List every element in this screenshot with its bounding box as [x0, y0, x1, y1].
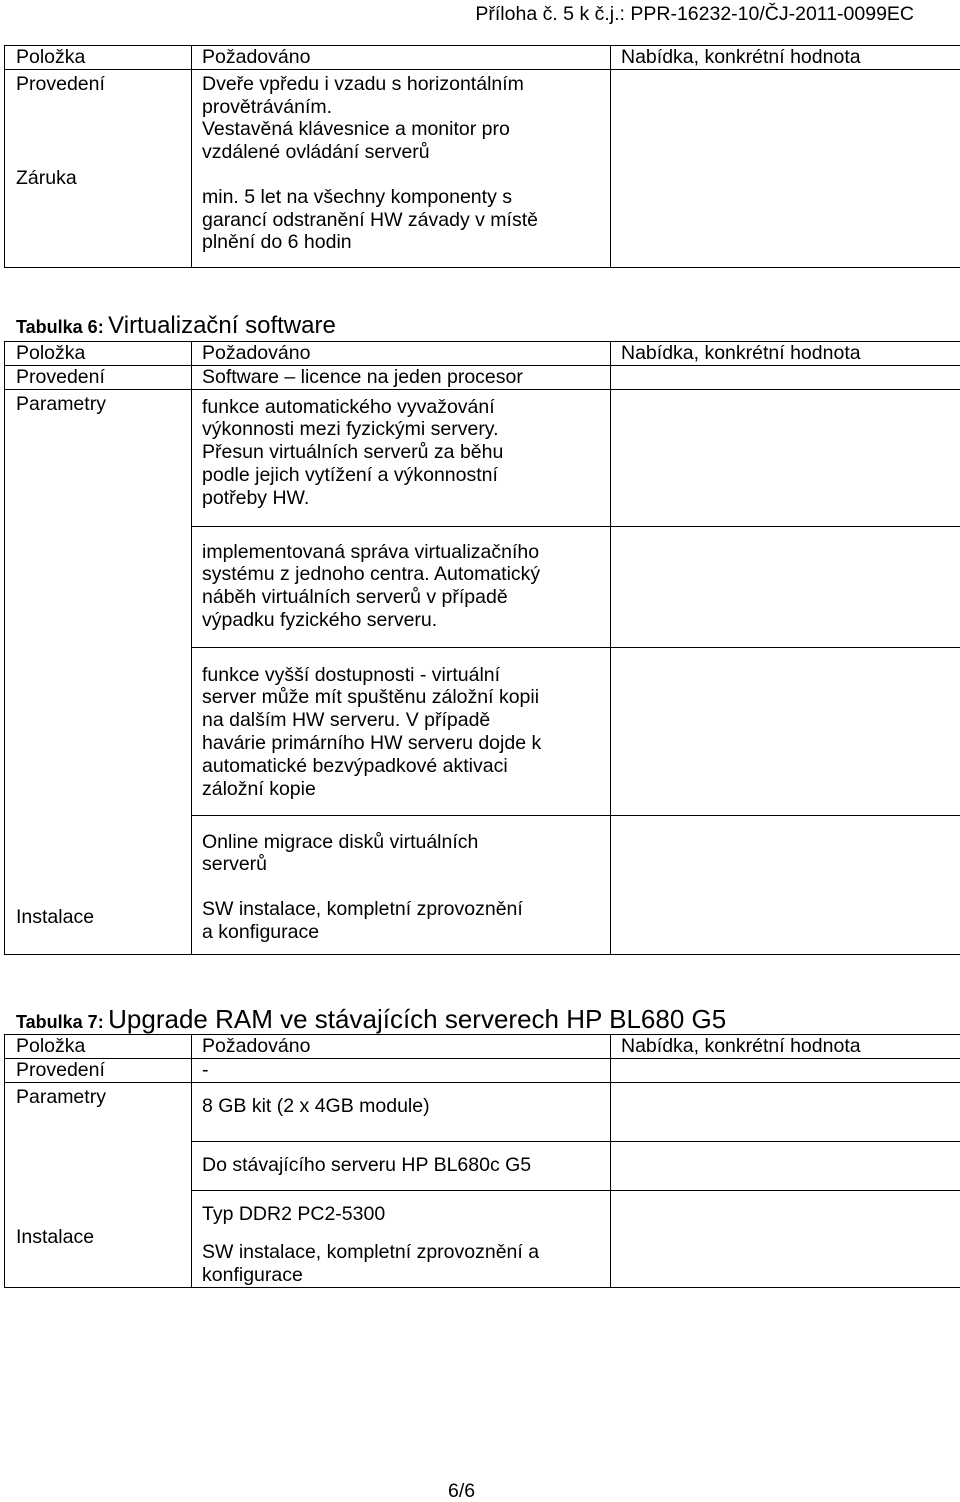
text-line: havárie primárního HW serveru dojde k [202, 732, 610, 755]
offer-cell[interactable] [611, 389, 960, 526]
caption-title: Upgrade RAM ve stávajících serverech HP BL680 G5 [108, 1004, 726, 1034]
text-line: automatické bezvýpadkové aktivaci [202, 755, 610, 778]
instalace-label: Instalace [16, 906, 94, 929]
hardware-table [4, 45, 960, 268]
text-line: vzdálené ovládání serverů [202, 141, 610, 164]
text-line: Dveře vpředu i vzadu s horizontálním [202, 73, 610, 96]
table-row [5, 389, 960, 526]
parametry-label: Parametry [16, 390, 191, 416]
caption-label: Tabulka 7: [16, 1012, 104, 1032]
table-caption [16, 312, 336, 340]
offer-cell[interactable] [611, 1141, 960, 1190]
text-line: systému z jednoho centra. Automatický [202, 563, 610, 586]
required-cell [192, 69, 611, 167]
caption-title: Virtualizační software [108, 312, 336, 339]
required-cell [192, 647, 611, 815]
virtualization-table [4, 341, 960, 955]
offer-cell[interactable] [611, 365, 960, 389]
col-item-header: Položka [5, 342, 192, 366]
required-cell [192, 1190, 611, 1287]
text-line: záložní kopie [202, 778, 610, 801]
required-cell [192, 815, 611, 954]
offer-cell[interactable] [611, 1190, 960, 1287]
col-offer-header: Nabídka, konkrétní hodnota [611, 1035, 960, 1059]
offer-cell[interactable] [611, 815, 960, 954]
row-label-parametry [5, 389, 192, 954]
text-line: plnění do 6 hodin [202, 231, 610, 254]
row-label-zaruka: Záruka [5, 167, 192, 268]
table-header-row [5, 46, 960, 70]
text-line: Do stávajícího serveru HP BL680c G5 [202, 1154, 610, 1177]
table-row [5, 365, 960, 389]
row-label-provedeni: Provedení [5, 1058, 192, 1082]
text-line: Vestavěná klávesnice a monitor pro [202, 118, 610, 141]
text-line: a konfigurace [202, 921, 610, 944]
table-row [5, 1058, 960, 1082]
offer-cell[interactable] [611, 1058, 960, 1082]
text-line: provětráváním. [202, 96, 610, 119]
instalace-label: Instalace [16, 1226, 94, 1249]
text-line: min. 5 let na všechny komponenty s [202, 186, 610, 209]
text-line: SW instalace, kompletní zprovoznění a [202, 1241, 610, 1264]
text-line: výpadku fyzického serveru. [202, 609, 610, 632]
text-line: server může mít spuštěnu záložní kopii [202, 686, 610, 709]
caption-label: Tabulka 6: [16, 317, 104, 337]
text-line: garancí odstranění HW závady v místě [202, 209, 610, 232]
text-line: Přesun virtuálních serverů za běhu [202, 441, 610, 464]
row-label-parametry [5, 1082, 192, 1287]
text-line: potřeby HW. [202, 487, 610, 510]
row-label-provedeni: Provedení [5, 365, 192, 389]
required-cell [192, 526, 611, 647]
required-cell: Software – licence na jeden procesor [192, 365, 611, 389]
text-line: Typ DDR2 PC2-5300 [202, 1203, 610, 1226]
required-cell [192, 389, 611, 526]
required-cell [192, 167, 611, 268]
text-line: konfigurace [202, 1264, 610, 1287]
col-item-header: Položka [5, 46, 192, 70]
offer-cell[interactable] [611, 647, 960, 815]
text-line: serverů [202, 853, 610, 876]
col-offer-header: Nabídka, konkrétní hodnota [611, 46, 960, 70]
text-line: podle jejich vytížení a výkonnostní [202, 464, 610, 487]
offer-cell[interactable] [611, 69, 960, 267]
table-caption [16, 1004, 726, 1035]
offer-cell[interactable] [611, 1082, 960, 1141]
col-required-header: Požadováno [192, 1035, 611, 1059]
document-reference: Příloha č. 5 k č.j.: PPR-16232-10/ČJ-2011-0099EC [475, 2, 914, 26]
text-line: Online migrace disků virtuálních [202, 831, 610, 854]
col-offer-header: Nabídka, konkrétní hodnota [611, 342, 960, 366]
col-item-header: Položka [5, 1035, 192, 1059]
page-number: 6/6 [448, 1480, 475, 1502]
table-header-row [5, 1035, 960, 1059]
table-row [5, 69, 960, 167]
required-cell: - [192, 1058, 611, 1082]
text-line: výkonnosti mezi fyzickými servery. [202, 418, 610, 441]
parametry-label: Parametry [16, 1083, 191, 1109]
text-line: SW instalace, kompletní zprovoznění [202, 898, 610, 921]
required-cell [192, 1082, 611, 1141]
text-line: náběh virtuálních serverů v případě [202, 586, 610, 609]
table-row [5, 1082, 960, 1141]
table-header-row [5, 342, 960, 366]
offer-cell[interactable] [611, 526, 960, 647]
required-cell [192, 1141, 611, 1190]
text-line: funkce automatického vyvažování [202, 396, 610, 419]
text-line: implementovaná správa virtualizačního [202, 541, 610, 564]
col-required-header: Požadováno [192, 46, 611, 70]
ram-upgrade-table [4, 1034, 960, 1288]
text-line: na dalším HW serveru. V případě [202, 709, 610, 732]
text-line: 8 GB kit (2 x 4GB module) [202, 1095, 610, 1118]
col-required-header: Požadováno [192, 342, 611, 366]
text-line: funkce vyšší dostupnosti - virtuální [202, 664, 610, 687]
row-label-provedeni: Provedení [5, 69, 192, 167]
